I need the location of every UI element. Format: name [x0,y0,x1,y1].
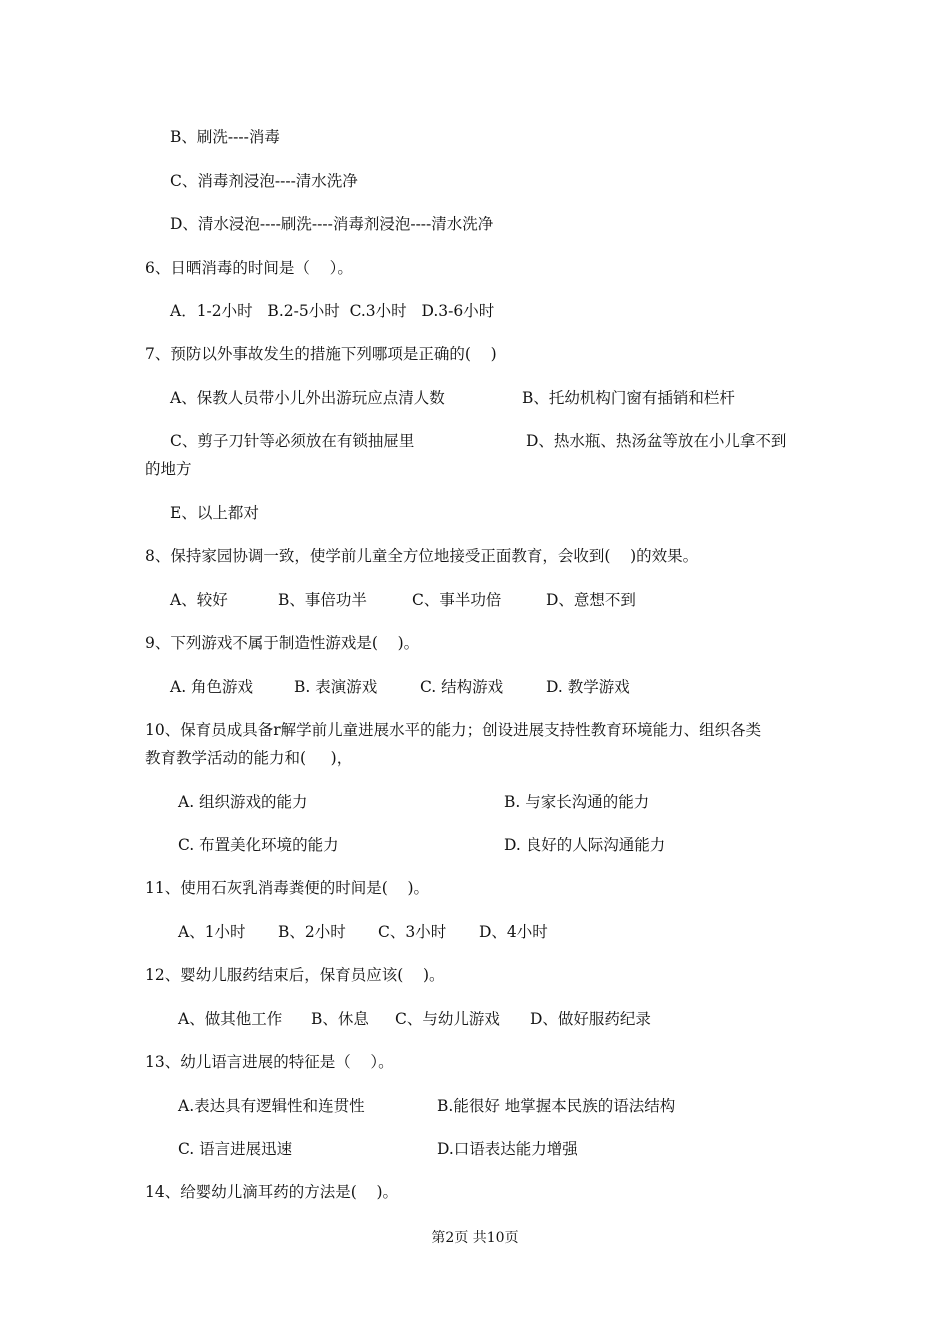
q11-option-c: C、3小时 [378,923,447,941]
q7-option-d-wrap: 的地方 [145,460,192,478]
q7-option-c: C、剪子刀针等必须放在有锁抽屉里 [170,432,415,450]
q10-option-b: B. 与家长沟通的能力 [504,793,650,811]
q7-option-a: A、保教人员带小儿外出游玩应点清人数 [170,389,445,407]
q5-option-b: B、刷洗----消毒 [170,128,280,146]
q13-option-a: A.表达具有逻辑性和连贯性 [178,1097,365,1115]
q7-stem: 7、预防以外事故发生的措施下列哪项是正确的( ) [145,345,497,363]
page-footer: 第2页 共10页 [431,1230,519,1246]
q12-option-b: B、休息 [311,1010,369,1028]
q9-option-b: B. 表演游戏 [294,678,378,696]
q13-option-b: B.能很好 地掌握本民族的语法结构 [437,1097,676,1115]
q9-option-a: A. 角色游戏 [170,678,254,696]
q10-stem-line-2: 教育教学活动的能力和( )， [145,749,353,767]
q11-option-d: D、4小时 [479,923,548,941]
q8-stem: 8、保持家园协调一致，使学前儿童全方位地接受正面教育，会收到( )的效果。 [145,547,699,565]
q10-option-a: A. 组织游戏的能力 [178,793,308,811]
q9-stem: 9、下列游戏不属于制造性游戏是( )。 [145,634,420,652]
q13-option-c: C. 语言进展迅速 [178,1140,293,1158]
q12-option-d: D、做好服药纪录 [530,1010,651,1028]
q6-stem: 6、日晒消毒的时间是（ ）。 [145,259,353,277]
q10-stem-line-1: 10、保育员成具备r解学前儿童进展水平的能力；创设进展支持性教育环境能力、组织各类 [145,721,762,739]
q5-option-c: C、消毒剂浸泡----清水洗净 [170,172,358,190]
q10-option-d: D. 良好的人际沟通能力 [504,836,666,854]
q12-option-c: C、与幼儿游戏 [395,1010,500,1028]
q7-option-d: D、热水瓶、热汤盆等放在小儿拿不到 [526,432,787,450]
q12-stem: 12、婴幼儿服药结束后，保育员应该( )。 [145,966,445,984]
q13-option-d: D.口语表达能力增强 [437,1140,578,1158]
q8-option-a: A、较好 [170,591,228,609]
q13-stem: 13、幼儿语言进展的特征是（ ）。 [145,1053,394,1071]
q8-option-d: D、意想不到 [546,591,636,609]
q6-options: A．1-2小时 B.2-5小时 C.3小时 D.3-6小时 [170,302,495,320]
q14-stem: 14、给婴幼儿滴耳药的方法是( )。 [145,1183,399,1201]
q8-option-c: C、事半功倍 [412,591,502,609]
q9-option-d: D. 教学游戏 [546,678,630,696]
q11-option-b: B、2小时 [278,923,346,941]
q12-option-a: A、做其他工作 [178,1010,283,1028]
q8-option-b: B、事倍功半 [278,591,367,609]
q5-option-d: D、清水浸泡----刷洗----消毒剂浸泡----清水洗净 [170,215,494,233]
q7-option-e: E、以上都对 [170,504,259,522]
q10-option-c: C. 布置美化环境的能力 [178,836,339,854]
q9-option-c: C. 结构游戏 [420,678,504,696]
q11-stem: 11、使用石灰乳消毒粪便的时间是( )。 [145,879,430,897]
q7-option-b: B、托幼机构门窗有插销和栏杆 [522,389,735,407]
q11-option-a: A、1小时 [178,923,246,941]
